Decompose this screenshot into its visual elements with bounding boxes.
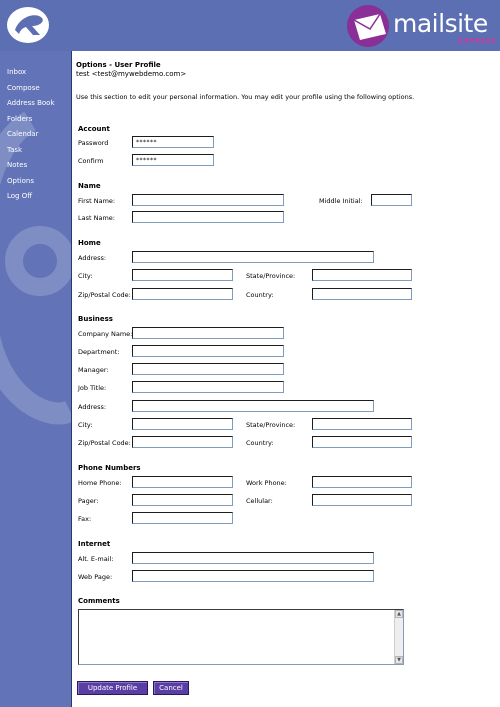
section-name: Name	[78, 182, 101, 190]
home-address-field[interactable]	[132, 251, 374, 263]
home-address-label: Address:	[78, 254, 107, 262]
manager-field[interactable]	[132, 363, 284, 375]
home-zip-label: Zip/Postal Code:	[78, 291, 131, 299]
business-zip-field[interactable]	[132, 436, 233, 448]
brand-edition: EXPRESS	[458, 37, 497, 45]
scroll-up-arrow-icon[interactable]: ▲	[395, 610, 403, 618]
user-email: test <test@mywebdemo.com>	[76, 70, 187, 78]
envelope-logo-icon	[346, 4, 394, 48]
nav-compose[interactable]: Compose	[7, 83, 40, 92]
nav-menu	[7, 65, 55, 205]
business-city-field[interactable]	[132, 418, 233, 430]
alt-email-field[interactable]	[132, 552, 374, 564]
section-account: Account	[78, 125, 110, 133]
confirm-label: Confirm	[78, 157, 104, 165]
comments-scrollbar[interactable]	[394, 610, 403, 664]
nav-log-off[interactable]: Log Off	[7, 192, 33, 200]
work-phone-field[interactable]	[312, 476, 412, 488]
home-phone-field[interactable]	[132, 476, 233, 488]
section-internet: Internet	[78, 540, 111, 548]
fax-label: Fax:	[78, 515, 92, 523]
nav-options[interactable]: Options	[7, 176, 35, 185]
last-name-label: Last Name:	[78, 214, 115, 222]
password-label: Password	[78, 139, 109, 147]
nav-task[interactable]: Task	[7, 145, 23, 154]
nav-folders[interactable]: Folders	[7, 114, 33, 123]
sidebar	[0, 51, 71, 707]
header-bar	[0, 0, 500, 51]
home-city-label: City:	[78, 272, 93, 280]
home-country-label: Country:	[246, 291, 274, 299]
business-state-label: State/Province:	[246, 421, 296, 429]
nav-calendar[interactable]: Calendar	[7, 130, 39, 138]
manager-label: Manager:	[78, 366, 109, 374]
cellular-label: Cellular:	[246, 497, 273, 505]
confirm-password-field[interactable]	[132, 154, 214, 166]
business-state-field[interactable]	[312, 418, 412, 430]
first-name-label: First Name:	[78, 197, 116, 205]
company-name-label: Company Name:	[78, 330, 133, 338]
fax-field[interactable]	[132, 512, 233, 524]
home-zip-field[interactable]	[132, 288, 233, 300]
business-country-field[interactable]	[312, 436, 412, 448]
brand-name: mailsite	[393, 9, 488, 38]
section-phone-numbers: Phone Numbers	[78, 464, 141, 472]
cellular-field[interactable]	[312, 494, 412, 506]
nav-inbox[interactable]: Inbox	[7, 68, 27, 76]
home-state-label: State/Province:	[246, 272, 296, 280]
comments-textarea[interactable]	[78, 609, 404, 665]
update-profile-button[interactable]: Update Profile	[77, 681, 148, 695]
scroll-down-arrow-icon[interactable]: ▼	[395, 656, 403, 664]
nav-address-book[interactable]: Address Book	[7, 99, 55, 107]
business-address-label: Address:	[78, 403, 107, 411]
section-business: Business	[78, 315, 113, 323]
job-title-field[interactable]	[132, 381, 284, 393]
cancel-button[interactable]: Cancel	[153, 681, 189, 695]
company-name-field[interactable]	[132, 327, 284, 339]
department-label: Department:	[78, 348, 120, 356]
home-country-field[interactable]	[312, 288, 412, 300]
home-state-field[interactable]	[312, 269, 412, 281]
mailsite-logo	[346, 4, 497, 48]
work-phone-label: Work Phone:	[246, 479, 287, 487]
page-title: Options - User Profile	[76, 61, 161, 69]
r-logo-icon	[6, 6, 50, 44]
section-comments: Comments	[78, 597, 120, 605]
pager-field[interactable]	[132, 494, 233, 506]
home-phone-label: Home Phone:	[78, 479, 122, 487]
last-name-field[interactable]	[132, 211, 284, 223]
intro-text: Use this section to edit your personal information. You may edit your profile using the following options.	[76, 93, 415, 101]
first-name-field[interactable]	[132, 194, 284, 206]
business-country-label: Country:	[246, 439, 274, 447]
web-page-field[interactable]	[132, 570, 374, 582]
pager-label: Pager:	[78, 497, 99, 505]
business-city-label: City:	[78, 421, 93, 429]
nav-notes[interactable]: Notes	[7, 161, 28, 169]
middle-initial-label: Middle Initial:	[319, 197, 363, 205]
business-address-field[interactable]	[132, 400, 374, 412]
password-field[interactable]	[132, 136, 214, 148]
main-content	[71, 51, 500, 707]
business-zip-label: Zip/Postal Code:	[78, 439, 131, 447]
home-city-field[interactable]	[132, 269, 233, 281]
web-page-label: Web Page:	[78, 573, 113, 581]
alt-email-label: Alt. E-mail:	[78, 555, 114, 563]
middle-initial-field[interactable]	[371, 194, 412, 206]
job-title-label: Job Title:	[78, 384, 107, 392]
department-field[interactable]	[132, 345, 284, 357]
section-home: Home	[78, 239, 101, 247]
